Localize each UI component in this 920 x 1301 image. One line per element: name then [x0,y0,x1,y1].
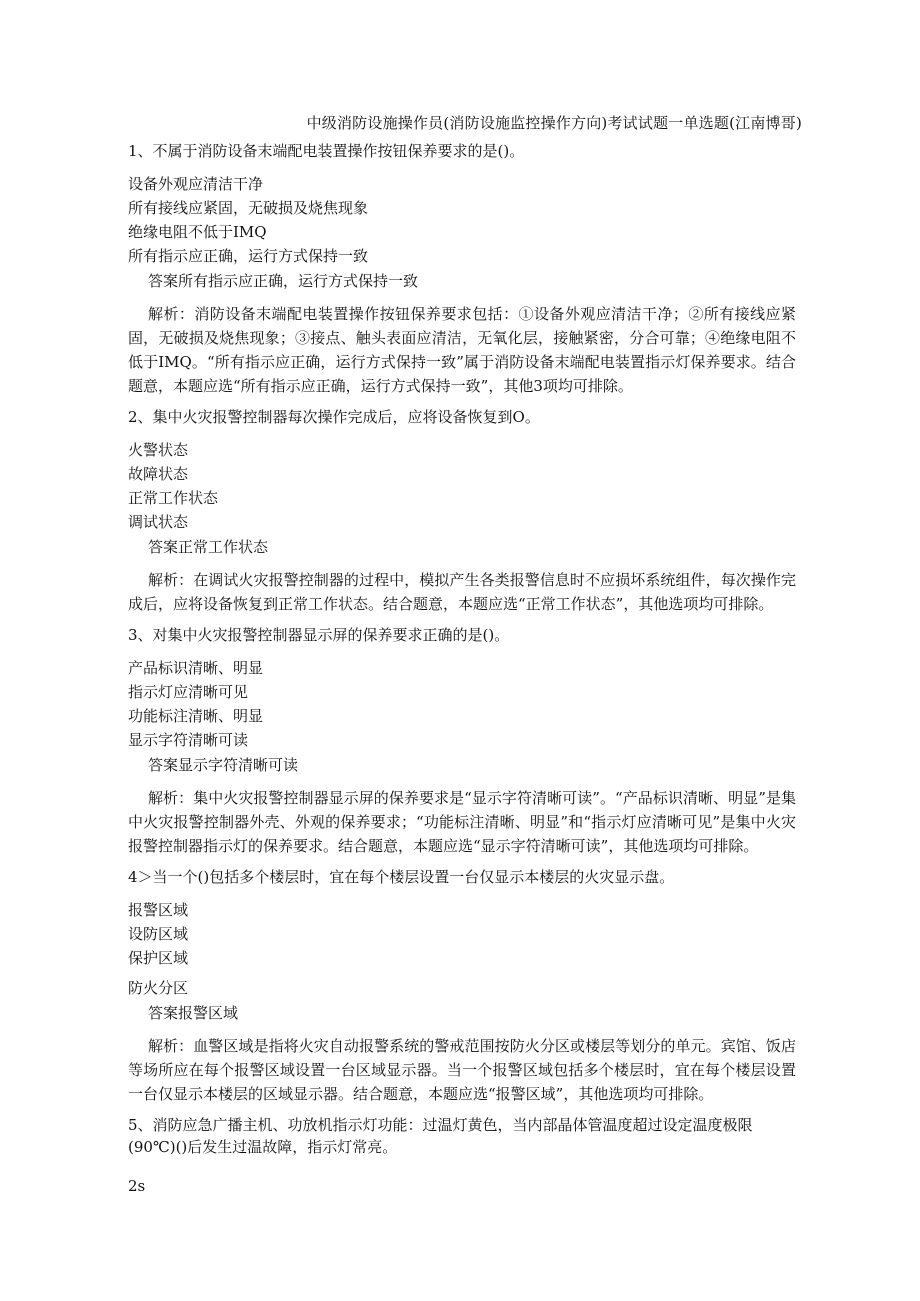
answer-text: 答案报警区域 [148,1004,239,1022]
option-c: 功能标注清晰、明显 [128,707,264,725]
answer-text: 答案正常工作状态 [148,538,269,556]
question-2 [128,406,796,616]
analysis-text: 解析：在调试火灾报警控制器的过程中，模拟产生各类报警信息时不应损坏系统组件，每次操作完成后，应将设备恢复到正常工作状态。结合题意，本题应选“正常工作状态”，其他选项均可排除。 [128,571,796,613]
question-1 [128,140,796,398]
option-b: 所有接线应紧固，无破损及烧焦现象 [128,199,369,217]
option-a: 报警区域 [128,901,189,919]
option-c: 绝缘电阻不低于IMQ [128,223,267,241]
option-d: 调试状态 [128,513,189,531]
question-stem: 1、不属于消防设备末端配电装置操作按钮保养要求的是()。 [128,142,525,160]
option-b: 指示灯应清晰可见 [128,683,249,701]
question-stem: 5、消防应急广播主机、功放机指示灯功能：过温灯黄色，当内部晶体管温度超过设定温度极限(90℃)()后发生过温故障，指示灯常亮。 [128,1116,753,1156]
document-page [128,112,802,1198]
option-list [128,656,796,752]
question-5 [128,1114,796,1158]
page-title: 中级消防设施操作员(消防设施监控操作方向)考试试题一单选题(江南博哥) [306,114,802,132]
answer-text: 答案所有指示应正确，运行方式保持一致 [148,272,419,290]
question-3 [128,624,796,858]
answer-text: 答案显示字符清晰可读 [148,756,299,774]
option-b: 设防区域 [128,925,189,943]
analysis-text: 解析：集中火灾报警控制器显示屏的保养要求是“显示字符清晰可读”。“产品标识清晰、明显”是集中火灾报警控制器外壳、外观的保养要求；“功能标注清晰、明显”和“指示灯应清晰可见”是集中火灾报警控制器指示灯的保养要求。结合题意，本题应选“显示字符清晰可读”，其他选项均可排除。 [128,789,796,855]
question-4 [128,866,796,1106]
option-list [128,172,796,268]
option-b: 故障状态 [128,465,189,483]
page-footer-text: 2s [128,1177,146,1195]
question-stem: 2、集中火灾报警控制器每次操作完成后，应将设备恢复到O。 [128,408,540,426]
analysis-text: 解析：血警区域是指将火灾自动报警系统的警戒范围按防火分区或楼层等划分的单元。宾馆、饭店等场所应在每个报警区域设置一台区域显示器。当一个报警区域包括多个楼层时，宜在每个楼层设置一台仅显示本楼层的区域显示器。结合题意，本题应选“报警区域”，其他选项均可排除。 [128,1037,796,1103]
option-d: 显示字符清晰可读 [128,731,249,749]
option-d: 所有指示应正确，运行方式保持一致 [128,247,369,265]
option-c: 正常工作状态 [128,489,219,507]
question-stem: 4＞当一个()包括多个楼层时，宜在每个楼层设置一台仅显示本楼层的火灾显示盘。 [128,868,675,886]
option-a: 设备外观应清洁干净 [128,175,264,193]
analysis-text: 解析：消防设备末端配电装置操作按钮保养要求包括：①设备外观应清洁干净；②所有接线应紧固，无破损及烧焦现象；③接点、触头表面应清洁，无氧化层，接触紧密，分合可靠；④绝缘电阻不低于IMQ。“所有指示应正确，运行方式保持一致”属于消防设备末端配电装置指示灯保养要求。结合题意，本题应选“所有指示应正确，运行方式保持一致”，其他3项均可排除。 [128,305,796,395]
option-list [128,898,796,1000]
question-stem: 3、对集中火灾报警控制器显示屏的保养要求正确的是()。 [128,626,510,644]
option-list [128,438,796,534]
option-a: 火警状态 [128,441,189,459]
option-d: 防火分区 [128,979,189,997]
option-a: 产品标识清晰、明显 [128,659,264,677]
option-c: 保护区域 [128,949,189,967]
